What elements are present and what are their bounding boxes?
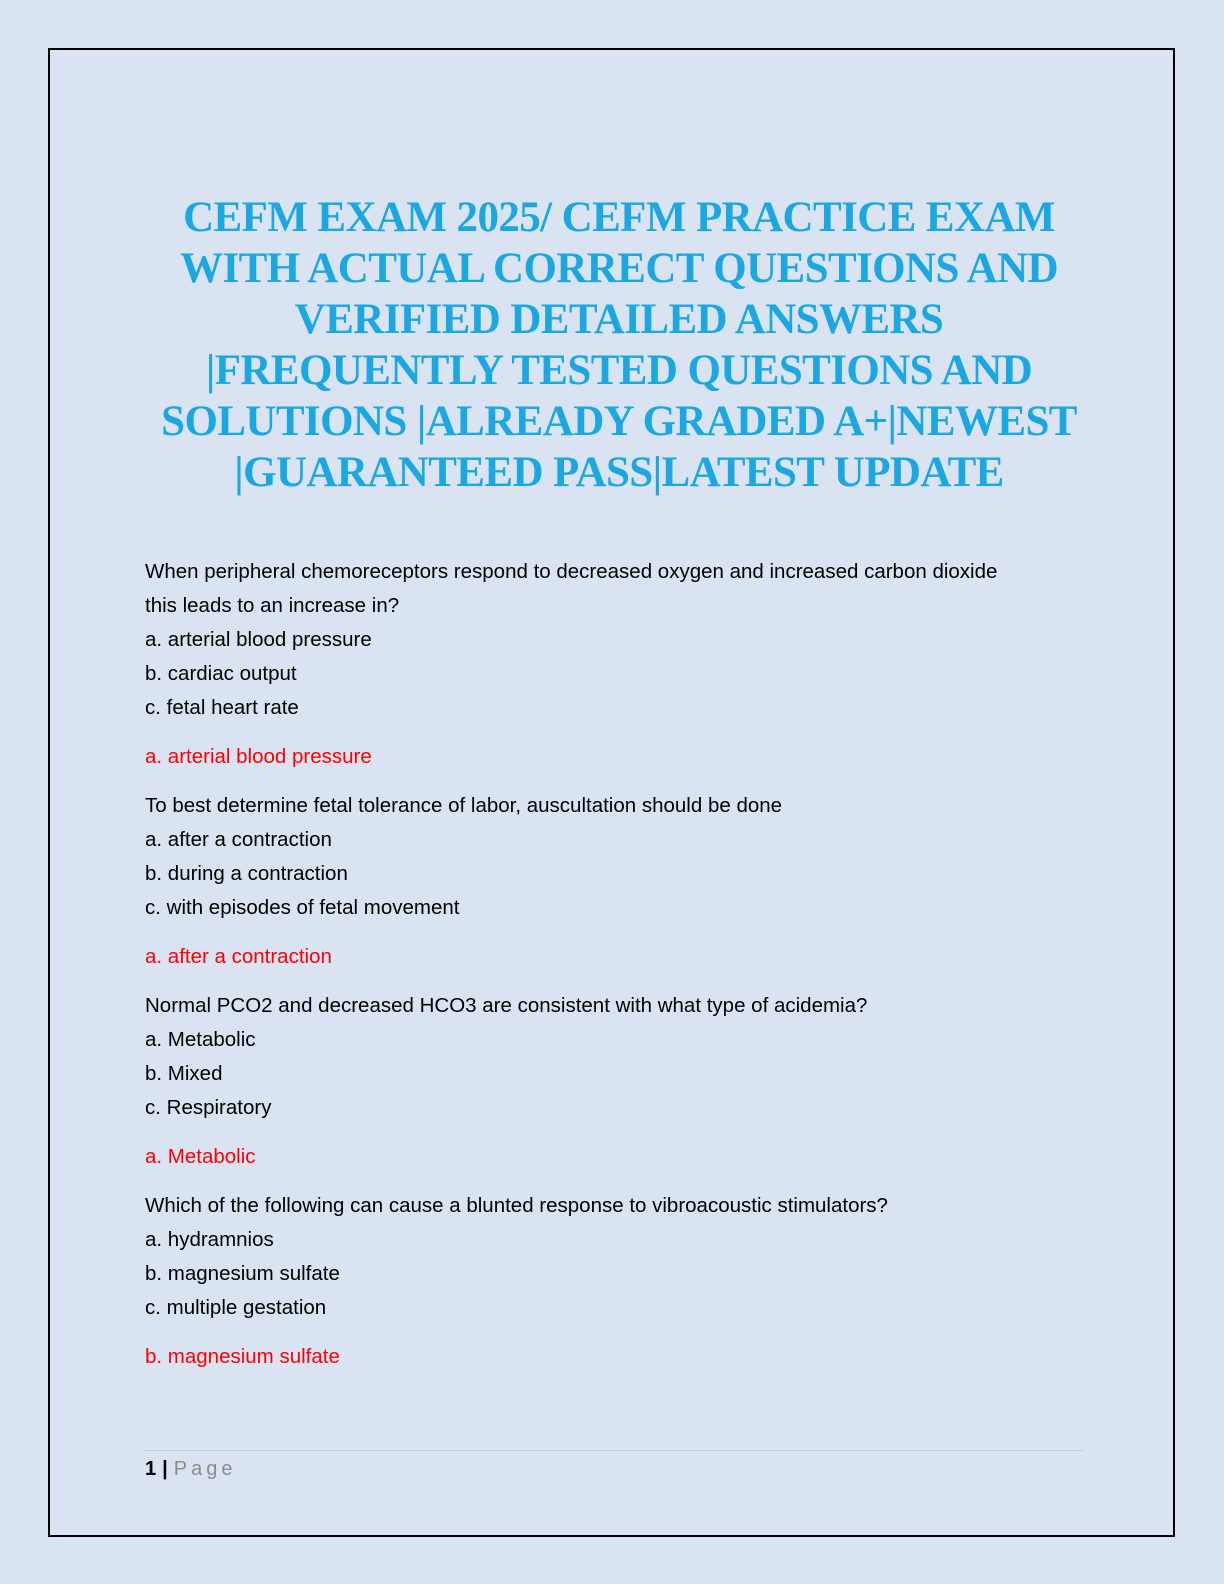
answer-option: c. with episodes of fetal movement: [145, 896, 460, 919]
question-text: To best determine fetal tolerance of labor, auscultation should be done: [145, 794, 783, 817]
answer-option: b. magnesium sulfate: [145, 1262, 340, 1285]
footer-divider: [143, 1450, 1083, 1451]
question-list: [145, 555, 1085, 1389]
question-text: Normal PCO2 and decreased HCO3 are consistent with what type of acidemia?: [145, 994, 868, 1017]
answer-option: a. hydramnios: [145, 1228, 274, 1251]
page-number: 1: [145, 1458, 157, 1480]
footer-separator: |: [162, 1458, 168, 1480]
title-line: WITH ACTUAL CORRECT QUESTIONS AND: [180, 245, 1058, 292]
question-block-3: [145, 989, 1085, 1174]
correct-answer: b. magnesium sulfate: [145, 1345, 340, 1368]
title-line: |GUARANTEED PASS|LATEST UPDATE: [234, 449, 1004, 496]
answer-option: a. Metabolic: [145, 1028, 256, 1051]
title-line: VERIFIED DETAILED ANSWERS: [294, 296, 944, 343]
question-text: Which of the following can cause a blunted response to vibroacoustic stimulators?: [145, 1194, 888, 1217]
answer-option: c. multiple gestation: [145, 1296, 327, 1319]
question-text: this leads to an increase in?: [145, 594, 400, 617]
title-line: |FREQUENTLY TESTED QUESTIONS AND: [205, 347, 1033, 394]
correct-answer: a. Metabolic: [145, 1145, 256, 1168]
answer-option: c. Respiratory: [145, 1096, 272, 1119]
answer-option: b. during a contraction: [145, 862, 348, 885]
document-title: [120, 192, 1118, 498]
title-line: SOLUTIONS |ALREADY GRADED A+|NEWEST: [161, 398, 1077, 445]
question-block-4: [145, 1189, 1085, 1374]
correct-answer: a. arterial blood pressure: [145, 745, 372, 768]
answer-option: a. arterial blood pressure: [145, 628, 372, 651]
answer-option: b. Mixed: [145, 1062, 223, 1085]
question-block-1: [145, 555, 1085, 774]
title-line: CEFM EXAM 2025/ CEFM PRACTICE EXAM: [183, 194, 1055, 241]
question-text: When peripheral chemoreceptors respond to decreased oxygen and increased carbon dioxide: [145, 560, 998, 583]
answer-option: b. cardiac output: [145, 662, 297, 685]
correct-answer: a. after a contraction: [145, 945, 332, 968]
answer-option: c. fetal heart rate: [145, 696, 299, 719]
answer-option: a. after a contraction: [145, 828, 332, 851]
page-footer: [145, 1454, 236, 1484]
page-label: Page: [173, 1458, 237, 1480]
question-block-2: [145, 789, 1085, 974]
